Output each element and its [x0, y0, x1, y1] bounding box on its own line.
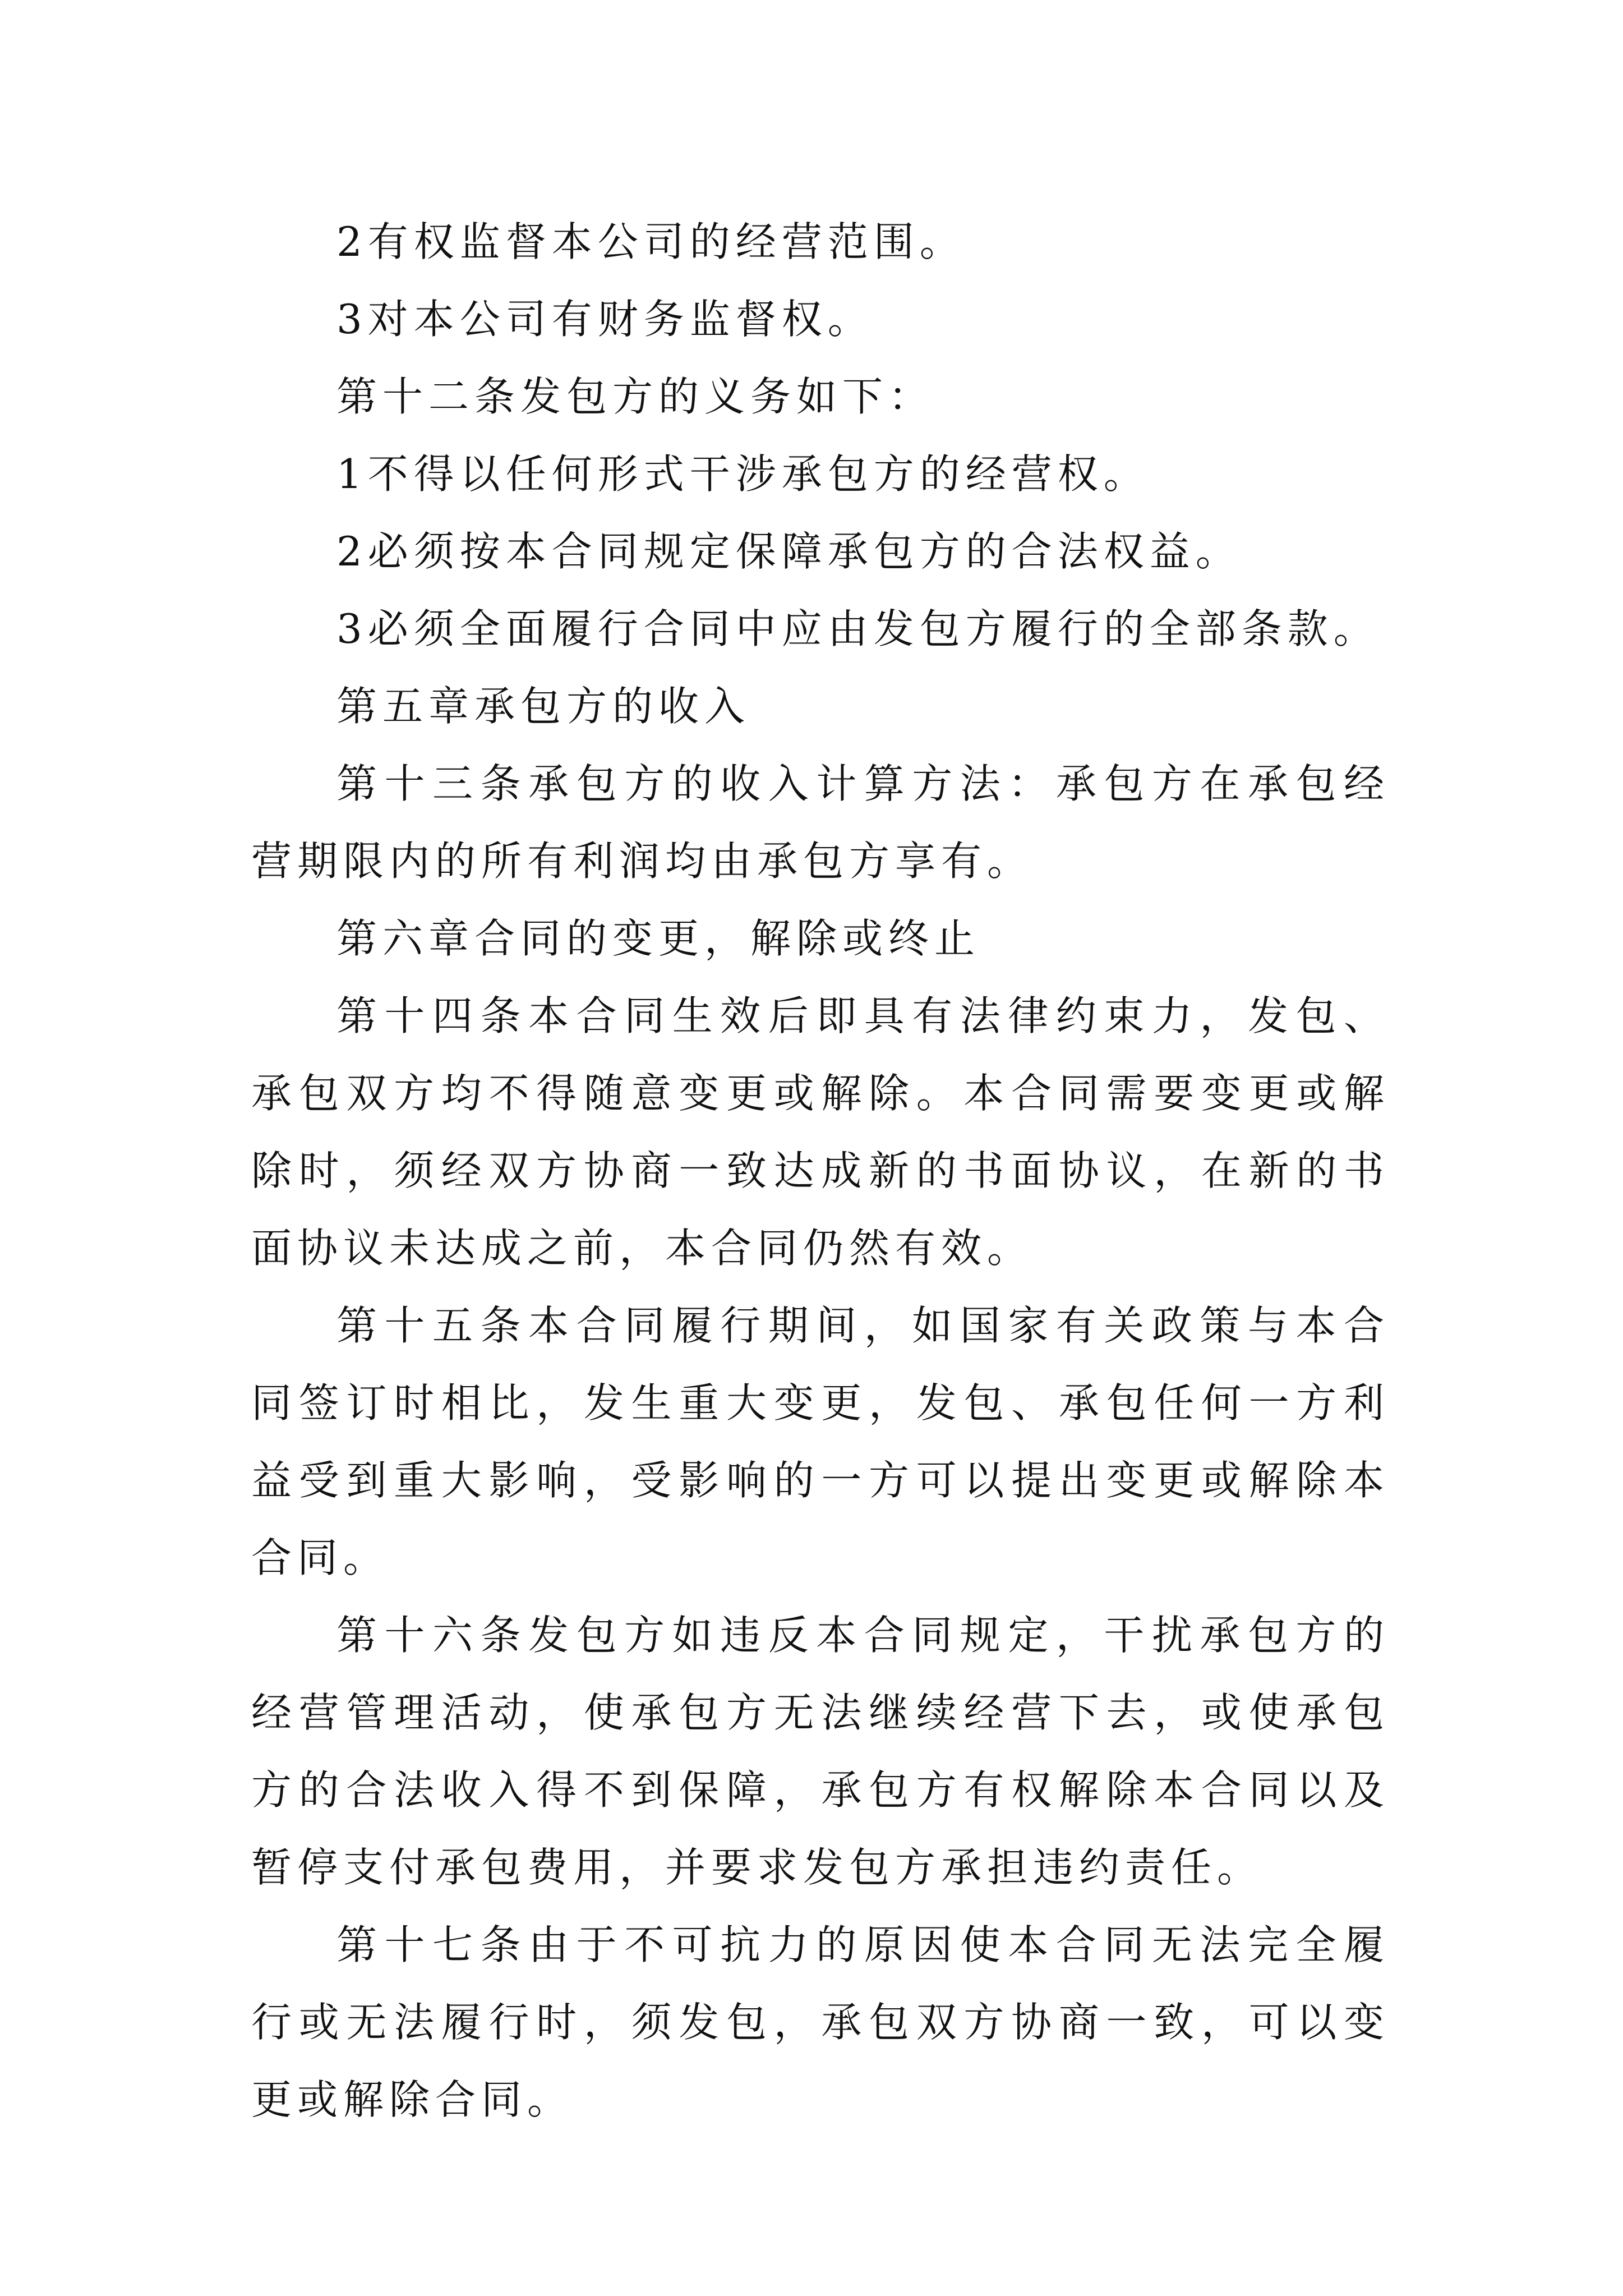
paragraph-article-13: 第十三条承包方的收入计算方法：承包方在承包经营期限内的所有利润均由承包方享有。 [251, 760, 1390, 885]
paragraph-article-14: 第十四条本合同生效后即具有法律约束力，发包、承包双方均不得随意变更或解除。本合同需要变更或解除时，须经双方协商一致达成新的书面协议，在新的书面协议未达成之前，本合同仍然有效。 [251, 992, 1390, 1272]
chapter-5-heading: 第五章承包方的收入 [336, 683, 751, 730]
paragraph-article-15: 第十五条本合同履行期间，如国家有关政策与本合同签订时相比，发生重大变更，发包、承包任何一方利益受到重大影响，受影响的一方可以提出变更或解除本合同。 [251, 1302, 1390, 1581]
paragraph-article-12: 第十二条发包方的义务如下： [336, 373, 935, 420]
paragraph-protect-rights: 2必须按本合同规定保障承包方的合法权益。 [336, 528, 1242, 575]
chapter-6-heading: 第六章合同的变更，解除或终止 [336, 915, 981, 962]
paragraph-financial-supervision: 3对本公司有财务监督权。 [336, 296, 874, 343]
paragraph-fulfill-terms: 3必须全面履行合同中应由发包方履行的全部条款。 [336, 605, 1380, 652]
document-body [251, 203, 1390, 2138]
paragraph-article-17: 第十七条由于不可抗力的原因使本合同无法完全履行或无法履行时，须发包，承包双方协商一致，可以变更或解除合同。 [251, 1921, 1390, 2123]
paragraph-supervise-scope: 2有权监督本公司的经营范围。 [336, 218, 966, 265]
paragraph-article-16: 第十六条发包方如违反本合同规定，干扰承包方的经营管理活动，使承包方无法继续经营下去，或使承包方的合法收入得不到保障，承包方有权解除本合同以及暂停支付承包费用，并要求发包方承担违约责任。 [251, 1612, 1390, 1891]
paragraph-no-interference: 1不得以任何形式干涉承包方的经营权。 [336, 450, 1150, 498]
